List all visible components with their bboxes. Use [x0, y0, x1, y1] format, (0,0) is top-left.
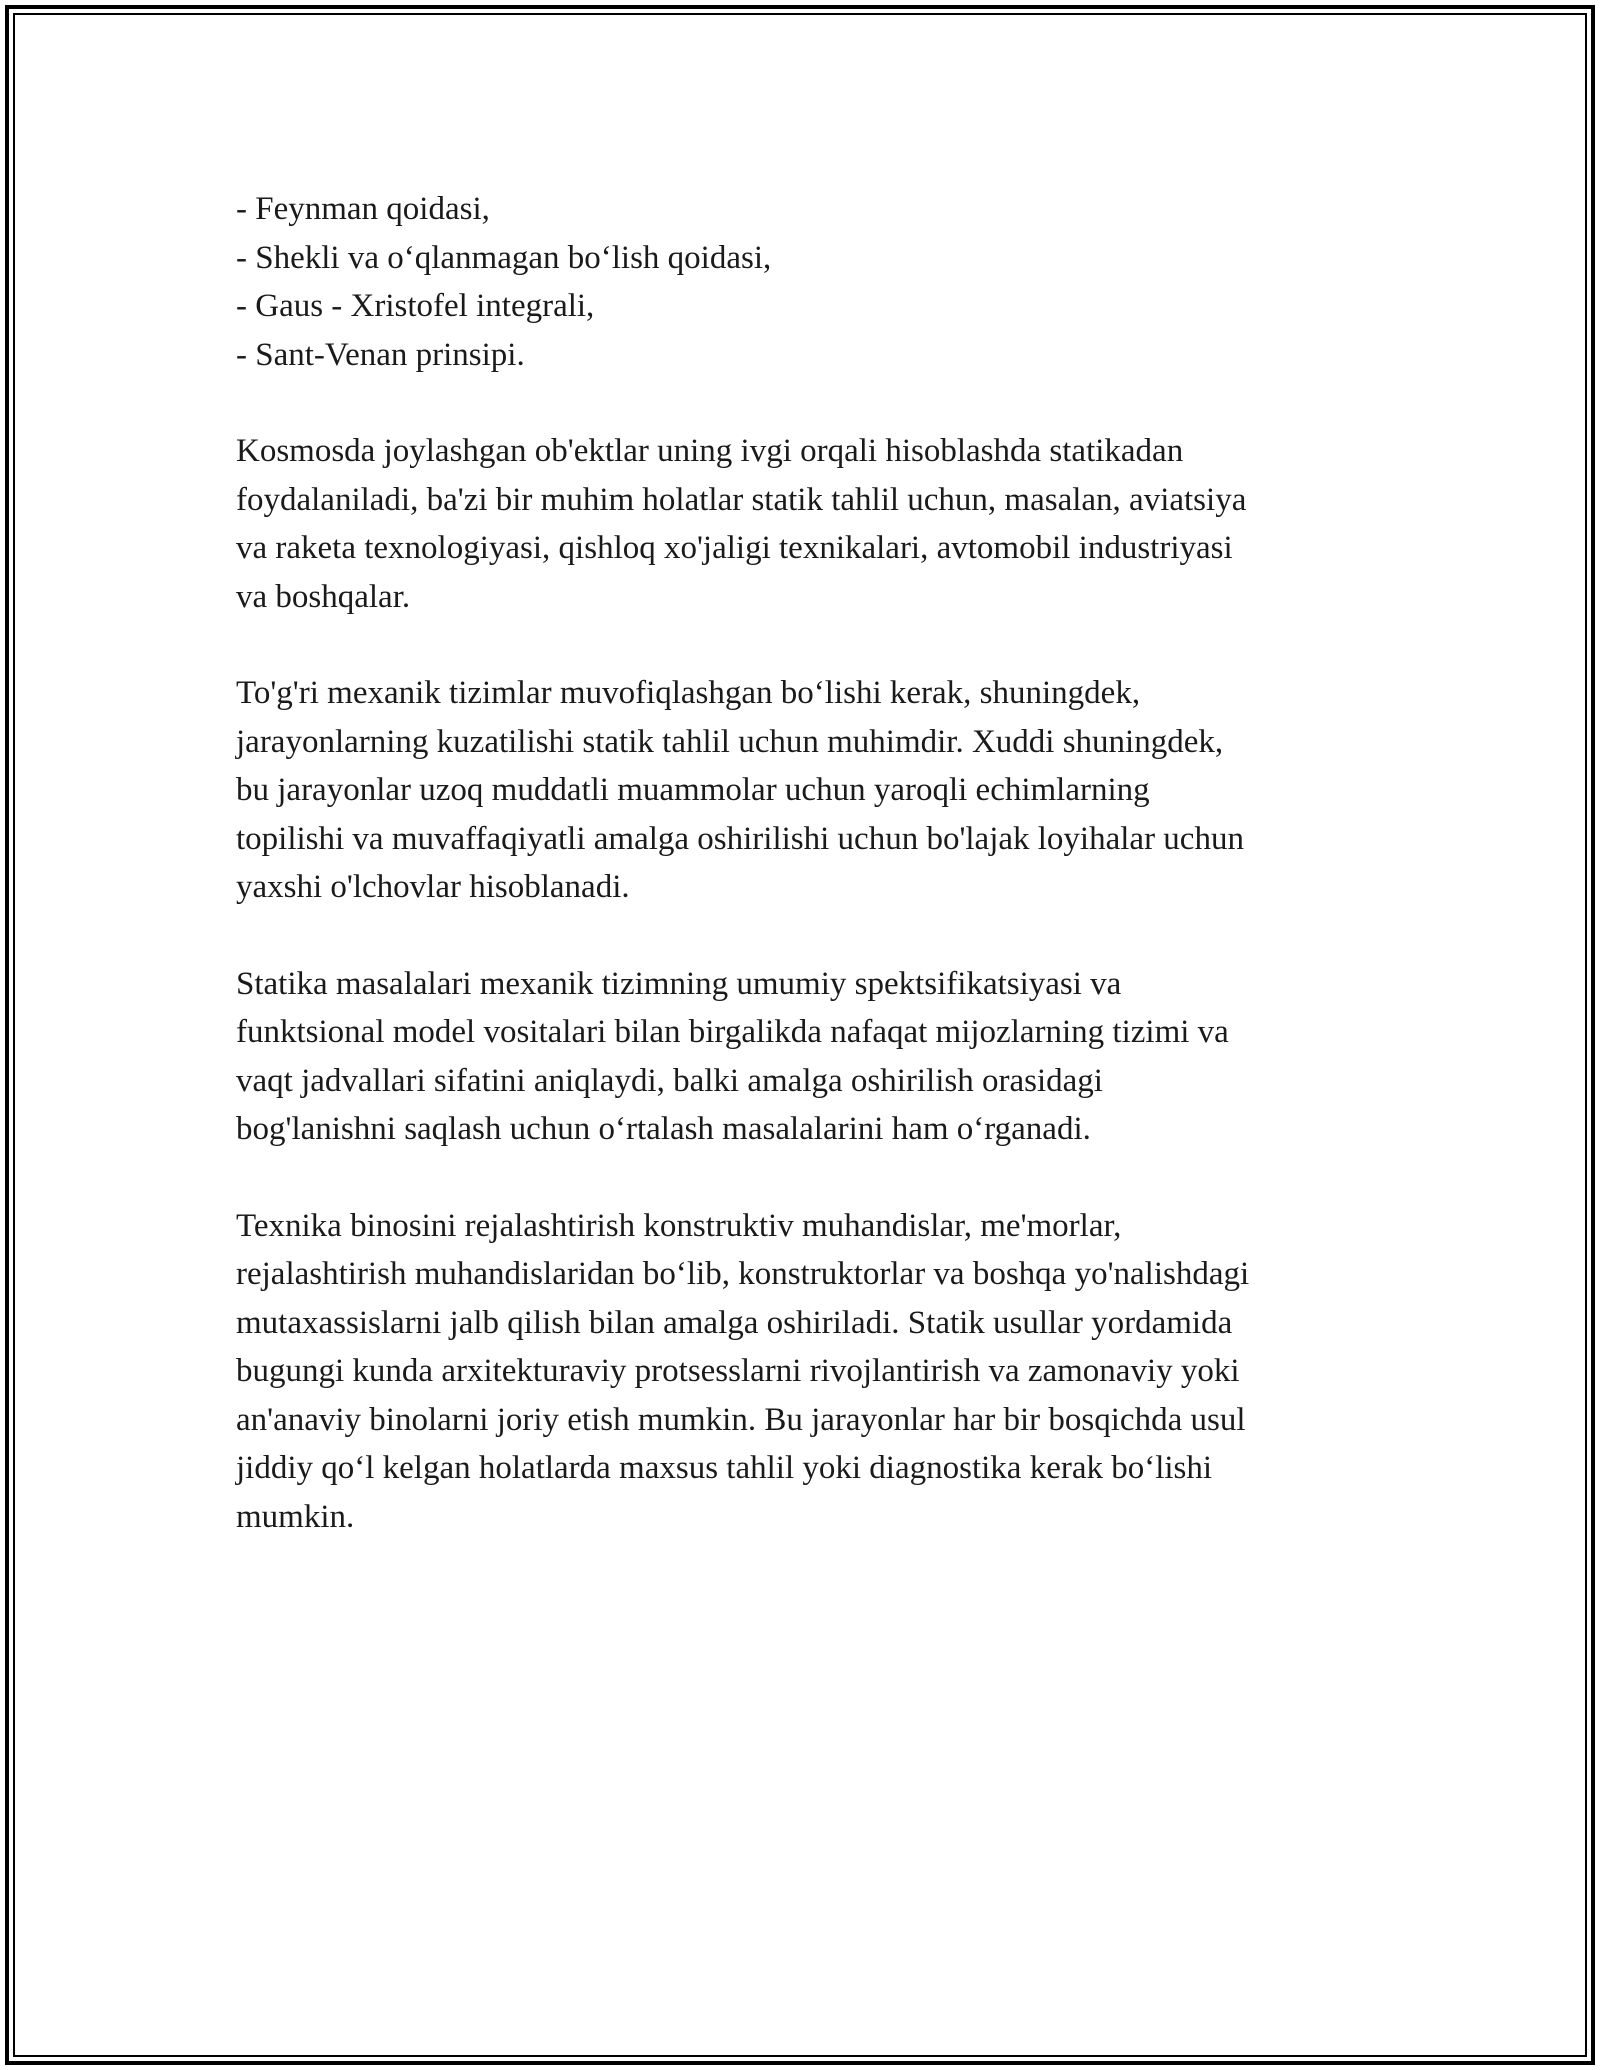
paragraph-statics-problems	[236, 960, 1396, 1154]
list-item: - Sant-Venan prinsipi.	[236, 336, 525, 373]
paragraph-line: mutaxassislarni jalb qilish bilan amalga oshiriladi. Statik usullar yordamida	[236, 1304, 1233, 1341]
paragraph-space-objects	[236, 427, 1396, 621]
paragraph-line: rejalashtirish muhandislaridan boʻlib, konstruktorlar va boshqa yo'nalishdagi	[236, 1256, 1250, 1292]
bullet-list	[236, 185, 1396, 379]
paragraph-line: foydalaniladi, ba'zi bir muhim holatlar statik tahlil uchun, masalan, aviatsiya	[236, 481, 1247, 518]
paragraph-line: an'anaviy binolarni joriy etish mumkin. Bu jarayonlar har bir bosqichda usul	[236, 1401, 1246, 1438]
paragraph-line: To'g'ri mexanik tizimlar muvofiqlashgan boʻlishi kerak, shuningdek,	[236, 675, 1141, 711]
paragraph-mechanical-systems	[236, 669, 1396, 912]
list-item: - Feynman qoidasi,	[236, 191, 490, 227]
paragraph-building-planning	[236, 1202, 1396, 1542]
paragraph-line: Kosmosda joylashgan ob'ektlar uning ivgi orqali hisoblashda statikadan	[236, 433, 1184, 469]
paragraph-line: topilishi va muvaffaqiyatli amalga oshirilishi uchun bo'lajak loyihalar uchun	[236, 820, 1244, 857]
list-item: - Shekli va oʻqlanmagan boʻlish qoidasi,	[236, 239, 772, 276]
list-item: - Gaus - Xristofel integrali,	[236, 288, 595, 324]
paragraph-line: yaxshi o'lchovlar hisoblanadi.	[236, 869, 630, 905]
paragraph-line: bog'lanishni saqlash uchun oʻrtalash masalalarini ham oʻrganadi.	[236, 1111, 1091, 1147]
paragraph-line: mumkin.	[236, 1498, 355, 1535]
paragraph-line: bu jarayonlar uzoq muddatli muammolar uchun yaroqli echimlarning	[236, 772, 1150, 808]
paragraph-line: Texnika binosini rejalashtirish konstruktiv muhandislar, me'morlar,	[236, 1207, 1122, 1244]
paragraph-line: jiddiy qoʻl kelgan holatlarda maxsus tahlil yoki diagnostika kerak boʻlishi	[236, 1450, 1213, 1486]
paragraph-line: bugungi kunda arxitekturaviy protsesslarni rivojlantirish va zamonaviy yoki	[236, 1353, 1240, 1389]
paragraph-line: va raketa texnologiyasi, qishloq xo'jaligi texnikalari, avtomobil industriyasi	[236, 530, 1233, 566]
paragraph-line: funktsional model vositalari bilan birgalikda nafaqat mijozlarning tizimi va	[236, 1014, 1229, 1050]
paragraph-line: jarayonlarning kuzatilishi statik tahlil uchun muhimdir. Xuddi shuningdek,	[236, 723, 1224, 760]
paragraph-line: va boshqalar.	[236, 578, 411, 615]
document-body	[236, 185, 1396, 1589]
paragraph-line: vaqt jadvallari sifatini aniqlaydi, balki amalga oshirilish orasidagi	[236, 1062, 1103, 1099]
paragraph-line: Statika masalalari mexanik tizimning umumiy spektsifikatsiyasi va	[236, 965, 1122, 1002]
